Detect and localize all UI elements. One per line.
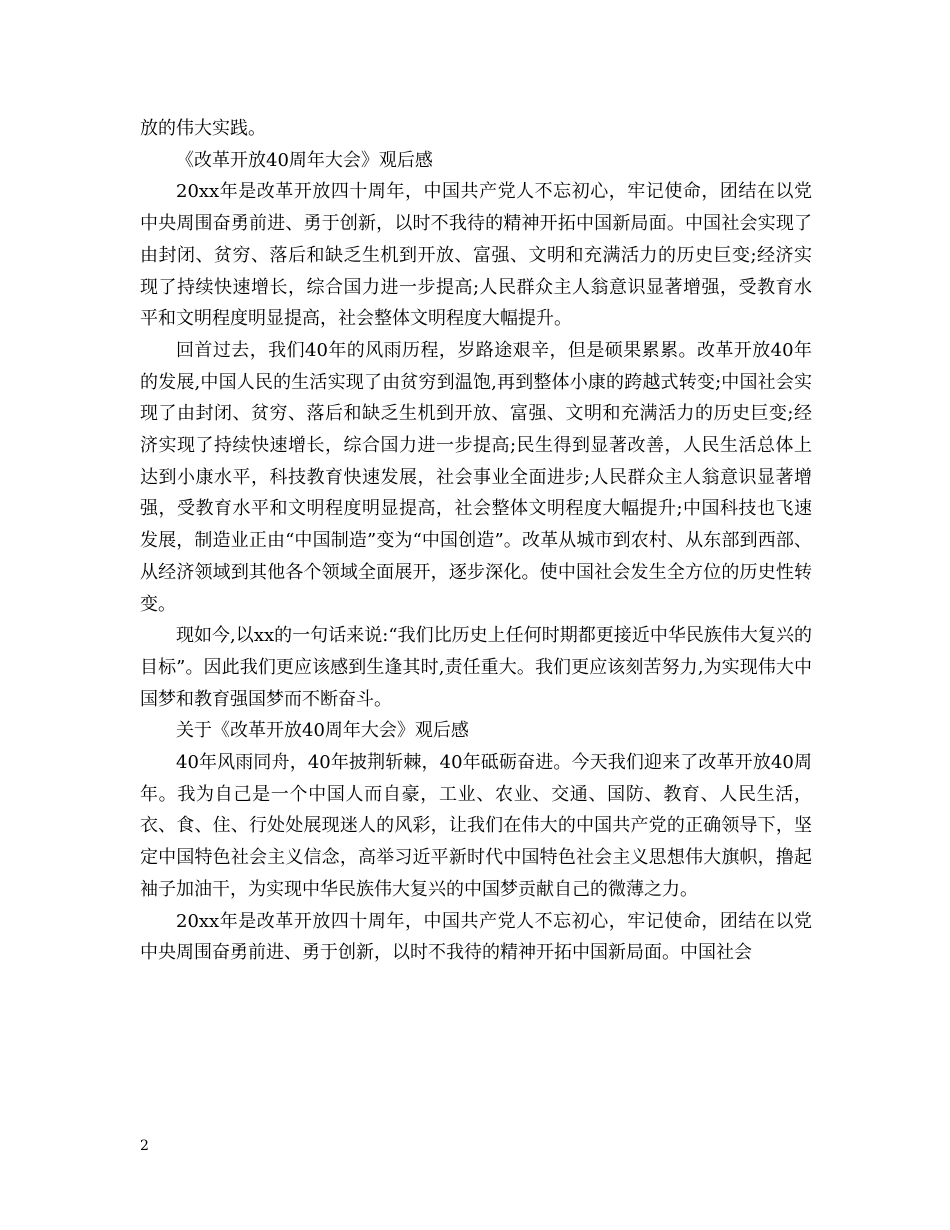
paragraph: 40年风雨同舟，40年披荆斩棘，40年砥砺奋进。今天我们迎来了改革开放40周年。我为自己是一个中国人而自豪，工业、农业、交通、国防、教育、人民生活，衣、食、住、行处处展现迷人的风彩，让我们在伟大的中国共产党的正确领导下，坚定中国特色社会主义信念，高举习近平新时代中国特色社会主义思想伟大旗帜，撸起袖子加油干，为实现中华民族伟大复兴的中国梦贡献自己的微薄之力。 — [140, 752, 812, 900]
section-heading-1: 《改革开放40周年大会》观后感 — [176, 149, 433, 171]
paragraph: 20xx年是改革开放四十周年，中国共产党人不忘初心，牢记使命，团结在以党中央周围奋勇前进、勇于创新，以时不我待的精神开拓中国新局面。中国社会 — [140, 910, 812, 964]
paragraph: 现如今,以xx的一句话来说:“我们比历史上任何时期都更接近中华民族伟大复兴的目标”。因此我们更应该感到生逢其时,责任重大。我们更应该刻苦努力,为实现伟大中国梦和教育强国梦而不断奋斗。 — [140, 625, 812, 710]
paragraph: 回首过去，我们40年的风雨历程，岁路途艰辛，但是硕果累累。改革开放40年的发展,中国人民的生活实现了由贫穷到温饱,再到整体小康的跨越式转变;中国社会实现了由封闭、贫穷、落后和缺乏生机到开放、富强、文明和充满活力的历史巨变;经济实现了持续快速增长，综合国力进一步提高;民生得到显著改善，人民生活总体上达到小康水平，科技教育快速发展，社会事业全面进步;人民群众主人翁意识显著增强，受教育水平和文明程度明显提高，社会整体文明程度大幅提升;中国科技也飞速发展，制造业正由“中国制造”变为“中国创造”。改革从城市到农村、从东部到西部、从经济领域到其他各个领域全面展开，逐步深化。使中国社会发生全方位的历史性转变。 — [140, 339, 812, 615]
paragraph: 20xx年是改革开放四十周年，中国共产党人不忘初心，牢记使命，团结在以党中央周围奋勇前进、勇于创新，以时不我待的精神开拓中国新局面。中国社会实现了由封闭、贫穷、落后和缺乏生机到开放、富强、文明和充满活力的历史巨变;经济实现了持续快速增长，综合国力进一步提高;人民群众主人翁意识显著增强，受教育水平和文明程度明显提高，社会整体文明程度大幅提升。 — [140, 181, 812, 330]
document-body — [140, 113, 812, 969]
section-heading-2: 关于《改革开放40周年大会》观后感 — [176, 720, 469, 742]
paragraph-continuation: 放的伟大实践。 — [140, 118, 266, 139]
page-number: 2 — [140, 1138, 149, 1154]
